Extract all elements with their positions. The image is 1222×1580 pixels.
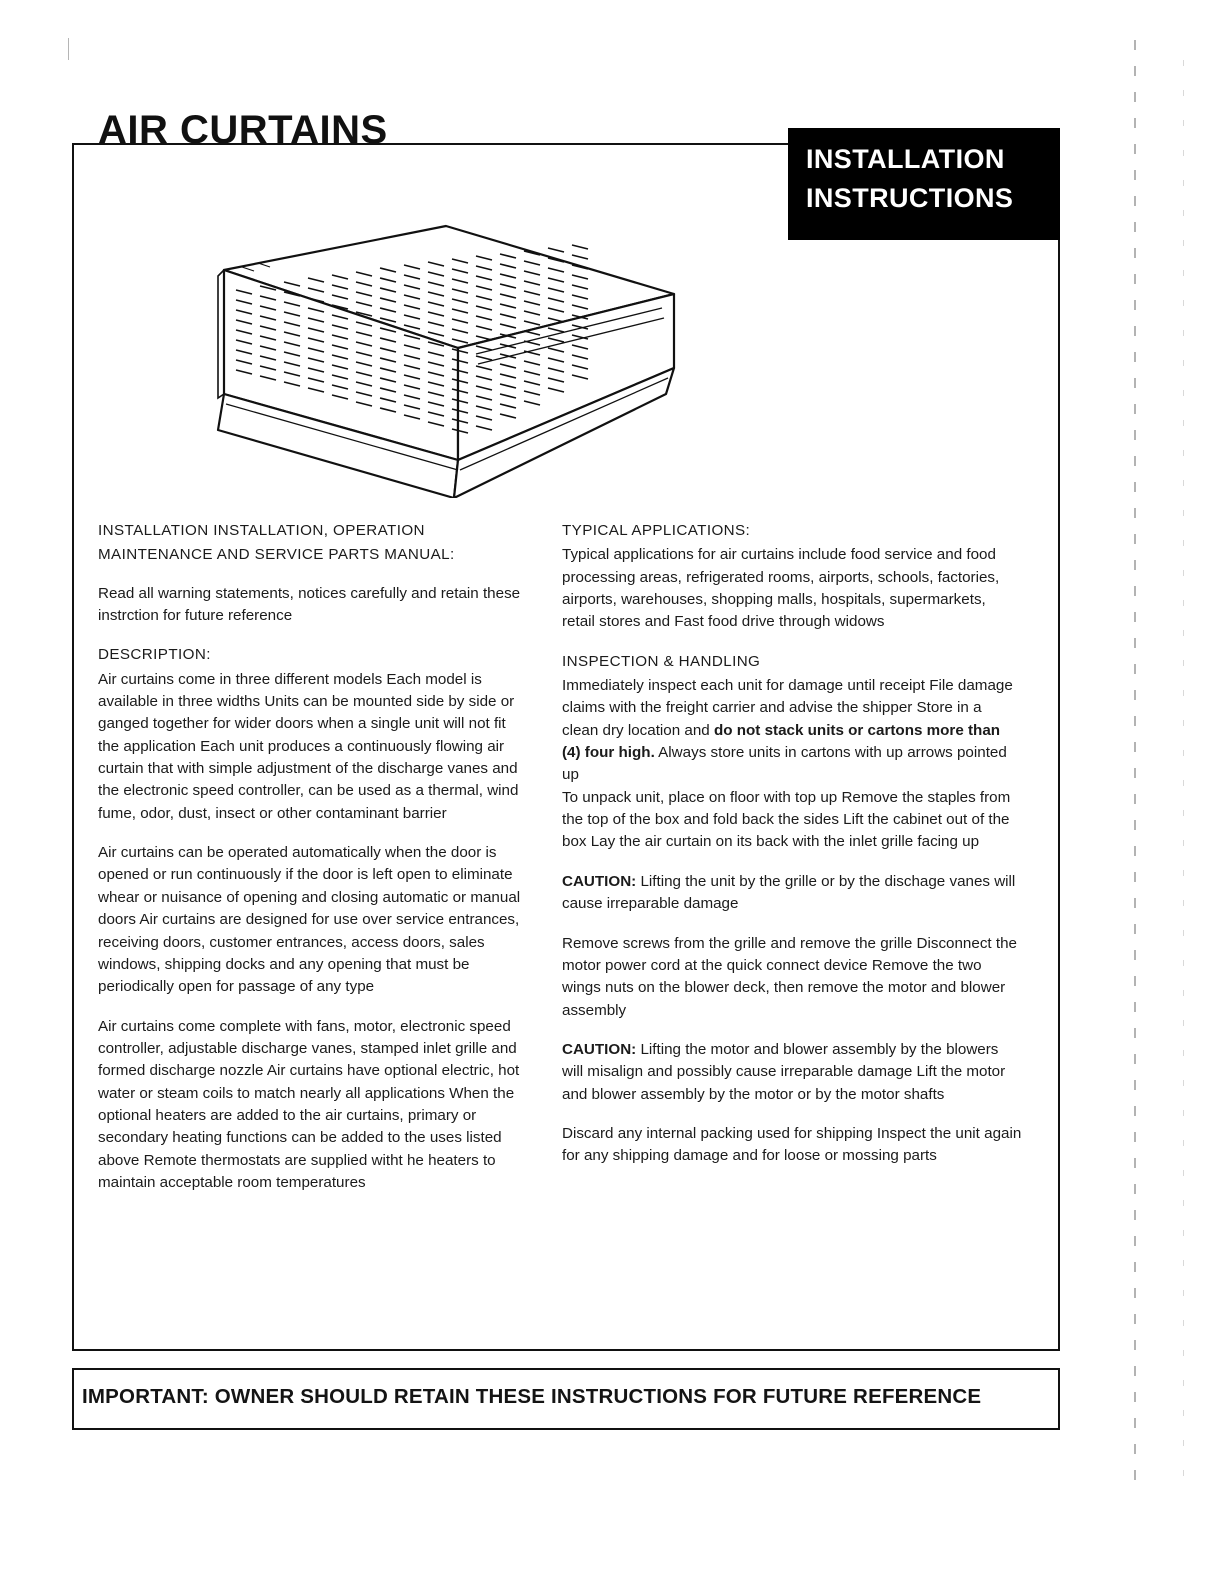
manual-heading-line-1: INSTALLATION INSTALLATION, OPERATION <box>98 522 425 539</box>
caution-label-2: CAUTION: <box>562 1040 637 1058</box>
discard-packing-paragraph: Discard any internal packing used for shipping Inspect the unit again for any shipping damage and for loose or mossing parts <box>562 1124 1022 1165</box>
caution-paragraph-1 <box>562 871 1022 916</box>
page-title: AIR CURTAINS <box>98 108 388 152</box>
scan-artifact-corner <box>68 38 69 60</box>
air-curtain-illustration <box>196 198 696 498</box>
description-heading: DESCRIPTION: <box>98 646 211 664</box>
scan-artifact-right-edge <box>1134 40 1136 1490</box>
installation-instructions-banner <box>788 128 1060 240</box>
description-paragraph-2: Air curtains can be operated automatically when the door is opened or run continuously if the door is left open to eliminate whear or nuisance of opening and closing automatic or manual doors Air curtains are designed for use over service entrances, receiving doors, customer entrances, access doors, sales windows, shipping docks and any opening that must be periodically open for passage of any type <box>98 844 521 996</box>
footer-notice: IMPORTANT: OWNER SHOULD RETAIN THESE INSTRUCTIONS FOR FUTURE REFERENCE <box>82 1385 982 1408</box>
scan-artifact-right-edge-secondary <box>1183 60 1184 1490</box>
inspection-text-part-a: Immediately inspect each unit for damage until receipt File damage claims with the freight carrier and advise the shipper Store in a clean dry location and <box>562 677 1013 739</box>
manual-body-paragraph: Read all warning statements, notices carefully and retain these instrction for future reference <box>98 584 521 625</box>
typical-applications-paragraph: Typical applications for air curtains include food service and food processing areas, refrigerated rooms, airports, schools, factories, airports, warehouses, shopping malls, hospitals, supermarkets, retail stores and Fast food drive through widows <box>562 546 1000 631</box>
typical-applications-heading: TYPICAL APPLICATIONS: <box>562 522 751 539</box>
remove-screws-paragraph: Remove screws from the grille and remove the grille Disconnect the motor power cord at the quick connect device Remove the two wings nuts on the blower deck, then remove the motor and blower assembly <box>562 934 1017 1019</box>
inspection-paragraph-2: To unpack unit, place on floor with top up Remove the staples from the top of the box and fold back the sides Lift the cabinet out of the box Lay the air curtain on its back with the inlet grille facing up <box>562 788 1011 851</box>
caution-body-2: Lifting the motor and blower assembly by the blowers will misalign and possibly cause irreparable damage Lift the motor and blower assembly by the motor or by the motor shafts <box>562 1040 1006 1103</box>
inspection-text-part-b: Always store units in cartons with up arrows pointed up <box>562 744 1007 784</box>
caution-paragraph-2 <box>562 1039 1022 1106</box>
caution-body-1: Lifting the unit by the grille or by the dischage vanes will cause irreparable damage <box>562 872 1016 913</box>
inspection-warning-bold: do not stack units or cartons more than (4) four high. <box>562 721 1001 762</box>
description-paragraph-3: Air curtains come complete with fans, motor, electronic speed controller, adjustable discharge vanes, stamped inlet grille and formed discharge nozzle Air curtains have optional electric, hot water or steam coils to match nearly all applications When the optional heaters are added to the air curtains, primary or secondary heating functions can be added to the uses listed above Remote thermostats are supplied witht he heaters to maintain acceptable room temperatures <box>98 1017 520 1191</box>
description-paragraph-1: Air curtains come in three different models Each model is available in three widths Units can be mounted side by side or ganged together for wider doors when a single unit will not fit the application Each unit produces a continuously flowing air curtain that with simple adjustment of the discharge vanes and the electronic speed controller, can be used as a thermal, wind fume, odor, dust, insect or other contaminant barrier <box>98 670 519 822</box>
banner-line-2: INSTRUCTIONS <box>806 183 1014 214</box>
spacer <box>98 569 528 583</box>
right-text-column <box>562 520 1022 1185</box>
manual-heading-line-2: MAINTENANCE AND SERVICE PARTS MANUAL: <box>98 546 455 564</box>
inspection-paragraph-1 <box>562 675 1022 787</box>
banner-line-1: INSTALLATION <box>806 144 1005 174</box>
inspection-handling-heading: INSPECTION & HANDLING <box>562 652 761 670</box>
caution-label-1: CAUTION: <box>562 872 637 890</box>
left-text-column <box>98 520 528 1211</box>
